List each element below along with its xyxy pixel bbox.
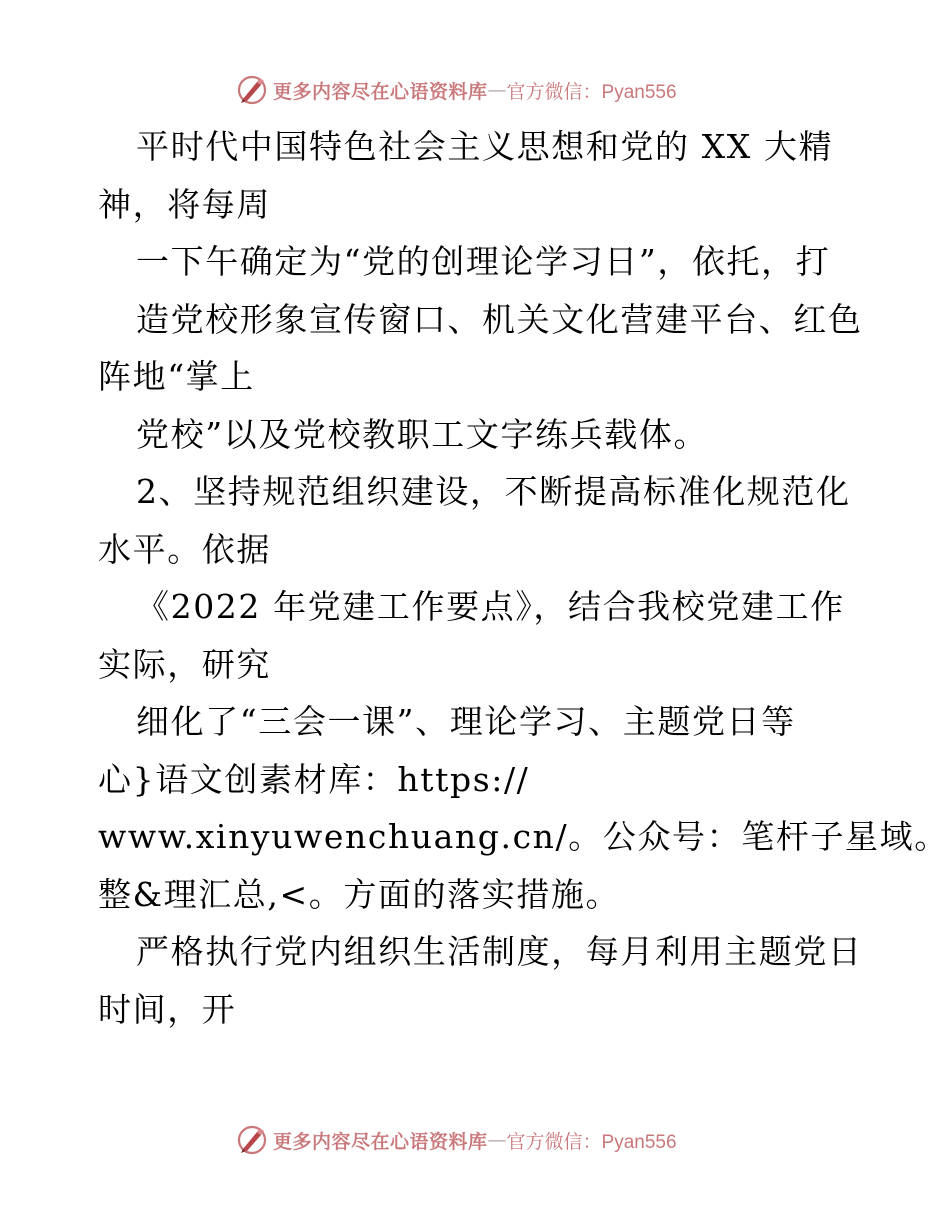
text-line: 2、坚持规范组织建设，不断提高标准化规范化: [136, 472, 851, 511]
watermark-separator: —: [487, 79, 507, 101]
header-watermark: [235, 72, 755, 108]
text-line: 细化了“三会一课”、理论学习、主题党日等: [136, 702, 796, 741]
watermark-separator: —: [487, 1129, 507, 1151]
text-line: 严格执行党内组织生活制度，每月利用主题党日: [136, 932, 863, 971]
watermark-contact-text: 官方微信：Pyan556: [506, 81, 677, 103]
text-line: 实际，研究: [98, 644, 271, 684]
watermark-main-text: 更多内容尽在心语资料库: [273, 80, 488, 103]
text-line: 阵地“掌上: [98, 357, 255, 396]
text-line: 造党校形象宣传窗口、机关文化营建平台、红色: [136, 299, 863, 339]
text-line: www.xinyuwenchuang.cn/。公众号：笔杆子星域。: [98, 817, 949, 856]
text-line: 一下午确定为“党的创理论学习日”，依托，打: [136, 242, 831, 281]
watermark-contact-text: 官方微信：Pyan556: [506, 1131, 677, 1153]
pen-circle-logo-icon: [235, 73, 269, 107]
text-line: 神，将每周: [98, 184, 271, 224]
pen-circle-logo-icon: [235, 1123, 269, 1157]
text-line: 时间，开: [98, 989, 237, 1029]
text-line: 平时代中国特色社会主义思想和党的 XX 大精: [136, 127, 834, 166]
text-line: 《2022 年党建工作要点》，结合我校党建工作: [136, 587, 845, 626]
text-line: 心}语文创素材库：https://: [98, 759, 530, 799]
text-line: 整&理汇总,<。方面的落实措施。: [98, 874, 621, 914]
body-text: [98, 118, 949, 1038]
watermark-main-text: 更多内容尽在心语资料库: [273, 1130, 488, 1153]
footer-watermark: [235, 1122, 755, 1158]
text-line: 党校”以及党校教职工文字练兵载体。: [136, 414, 709, 454]
text-line: 水平。依据: [98, 529, 271, 569]
